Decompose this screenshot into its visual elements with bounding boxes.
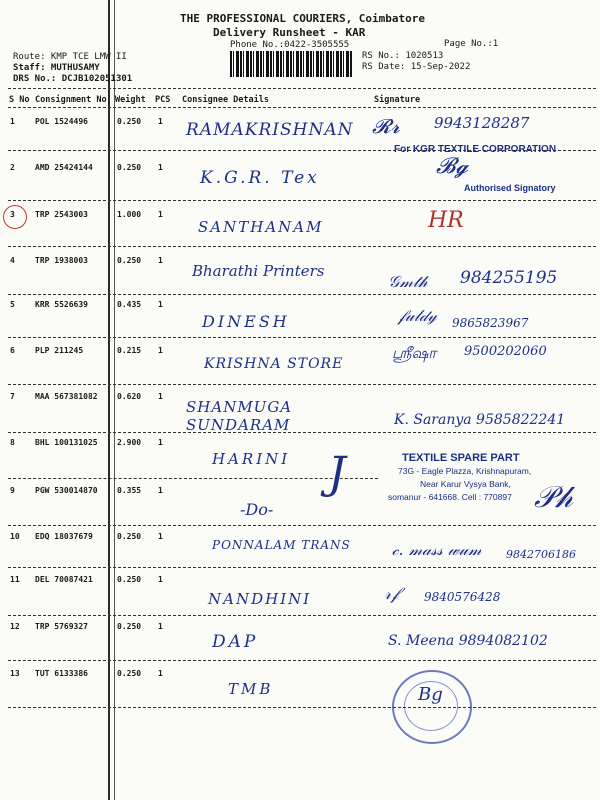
sheet-title: Delivery Runsheet - KAR (213, 26, 366, 39)
signature-scribble: ஸ்ரீஷா (392, 344, 437, 362)
row-sno: 1 (10, 117, 15, 126)
kgr-stamp-line1: For KGR TEXTILE CORPORATION (394, 144, 557, 155)
row-sno: 12 (10, 622, 20, 631)
row-consignment: EDQ 18037679 (35, 532, 93, 541)
row-consignment: PGW 530014870 (35, 486, 98, 495)
row-sno: 2 (10, 163, 15, 172)
page-number: Page No.:1 (444, 39, 499, 49)
row-consignment: TRP 1938003 (35, 256, 88, 265)
row-consignment: TRP 2543003 (35, 210, 88, 219)
row-signature: 9840576428 (424, 590, 501, 604)
row-signature: 9865823967 (452, 316, 529, 330)
row-pcs: 1 (158, 622, 163, 631)
row-weight: 0.250 (117, 669, 142, 678)
col-signature: Signature (374, 95, 421, 105)
row-sno: 8 (10, 438, 15, 447)
row-consignment: AMD 25424144 (35, 163, 93, 172)
row-pcs: 1 (158, 486, 163, 495)
row-weight: 0.435 (117, 300, 142, 309)
row-consignee: DINESH (202, 312, 290, 331)
signature-scribble: 𝒻𝓊𝓁𝒹𝓎 (398, 306, 437, 325)
row-sno: 10 (10, 532, 20, 541)
row-consignment: PLP 211245 (35, 346, 84, 355)
row-divider (8, 478, 378, 479)
red-circle-mark (3, 205, 27, 229)
seal-signature: 𝐵𝑔 (418, 684, 443, 705)
row-divider (8, 384, 596, 385)
row-consignee: -Do- (240, 500, 274, 519)
signature-scribble: 𝓑𝓰 (436, 154, 469, 179)
row-pcs: 1 (158, 532, 163, 541)
row-divider (8, 525, 596, 526)
binding-line (108, 0, 110, 800)
row-consignee: SHANMUGA SUNDARAM (186, 398, 293, 434)
row-weight: 0.250 (117, 117, 142, 126)
row-weight: 2.900 (117, 438, 142, 447)
row-signature: 984255195 (460, 268, 558, 288)
row-consignee: HARINI (212, 450, 291, 468)
row-signature: 9842706186 (506, 548, 576, 561)
row-consignment: POL 1524496 (35, 117, 88, 126)
phone-number: Phone No.:0422-3505555 (230, 40, 350, 50)
row-consignee: NANDHINI (208, 590, 312, 608)
row-consignment: MAA 567381082 (35, 392, 98, 401)
row-consignee: DAP (212, 632, 259, 652)
row-consignee: Bharathi Printers (192, 262, 325, 280)
row-divider (8, 432, 596, 433)
row-divider (8, 200, 596, 201)
row-pcs: 1 (158, 117, 163, 126)
col-weight: Weight (115, 95, 146, 105)
binding-line-inner (114, 0, 115, 800)
row-signature: 9943128287 (434, 114, 530, 132)
company-name: THE PROFESSIONAL COURIERS, Coimbatore (180, 12, 426, 25)
row-sno: 7 (10, 392, 15, 401)
row-divider (8, 294, 596, 295)
row-consignee: TMB (228, 680, 274, 698)
row-consignment: KRR 5526639 (35, 300, 88, 309)
row-signature: HR (428, 208, 464, 233)
row-weight: 1.000 (117, 210, 142, 219)
row-pcs: 1 (158, 392, 163, 401)
ditto-bracket: J (328, 448, 346, 499)
row-pcs: 1 (158, 210, 163, 219)
row-weight: 0.250 (117, 532, 142, 541)
row-divider (8, 567, 596, 568)
row-consignee: KRISHNA STORE (204, 356, 344, 372)
row-pcs: 1 (158, 256, 163, 265)
row-consignee: SANTHANAM (198, 218, 324, 236)
signature-scribble: 𝓇𝒻 (384, 584, 399, 604)
row-sno: 3 (10, 210, 15, 219)
rs-date: RS Date: 15-Sep-2022 (362, 62, 471, 72)
row-sno: 5 (10, 300, 15, 309)
row-weight: 0.250 (117, 622, 142, 631)
row-sno: 13 (10, 669, 20, 678)
row-divider (8, 660, 596, 661)
spare-stamp-addr2: Near Karur Vysya Bank, (420, 479, 511, 489)
signature-scribble: 𝒸. 𝓂𝒶𝓈𝓈 𝓌𝓊𝓂 (392, 540, 482, 559)
row-signature: 9500202060 (464, 344, 547, 359)
col-sno: S No (9, 95, 30, 105)
header-rule-top (8, 88, 596, 89)
row-consignment: BHL 100131025 (35, 438, 98, 447)
row-signature: K. Saranya 9585822241 (394, 412, 566, 428)
row-sno: 11 (10, 575, 20, 584)
row-pcs: 1 (158, 575, 163, 584)
row-divider (8, 707, 596, 708)
spare-stamp-addr3: somanur - 641668. Cell : 770897 (388, 492, 512, 502)
row-weight: 0.355 (117, 486, 142, 495)
row-consignment: TUT 6133386 (35, 669, 88, 678)
row-pcs: 1 (158, 669, 163, 678)
row-consignee: RAMAKRISHNAN (186, 120, 354, 140)
row-divider (8, 337, 596, 338)
row-sno: 6 (10, 346, 15, 355)
rs-number: RS No.: 1020513 (362, 51, 444, 61)
row-divider (8, 246, 596, 247)
route: Route: KMP TCE LMW II (13, 52, 127, 62)
row-consignment: DEL 70087421 (35, 575, 93, 584)
row-consignment: TRP 5769327 (35, 622, 88, 631)
row-weight: 0.250 (117, 163, 142, 172)
spare-stamp-addr1: 73G - Eagle Plazza, Krishnapuram, (398, 466, 532, 476)
signature-scribble: 𝓡𝓻 (372, 114, 400, 138)
signature-scribble: 𝒢𝓂𝓉𝒽 (388, 272, 428, 291)
staff: Staff: MUTHUSAMY (13, 63, 100, 73)
row-consignee: PONNALAM TRANS (212, 538, 351, 552)
col-pcs: PCS (155, 95, 171, 105)
drs-number: DRS No.: DCJB102051301 (13, 74, 133, 84)
row-pcs: 1 (158, 300, 163, 309)
row-weight: 0.215 (117, 346, 142, 355)
header-rule-bottom (8, 107, 596, 108)
signature-scribble: 𝒫𝒽 (534, 480, 573, 515)
row-weight: 0.250 (117, 256, 142, 265)
row-weight: 0.620 (117, 392, 142, 401)
col-consignee: Consignee Details (182, 95, 269, 105)
row-pcs: 1 (158, 346, 163, 355)
spare-stamp-name: TEXTILE SPARE PART (402, 452, 520, 464)
row-sno: 9 (10, 486, 15, 495)
col-consignment: Consignment No (35, 95, 107, 105)
row-weight: 0.250 (117, 575, 142, 584)
row-sno: 4 (10, 256, 15, 265)
kgr-stamp-line2: Authorised Signatory (464, 183, 556, 193)
row-divider (8, 615, 596, 616)
row-signature: S. Meena 9894082102 (388, 633, 548, 649)
row-pcs: 1 (158, 438, 163, 447)
row-consignee: K.G.R. Tex (200, 168, 320, 188)
barcode (230, 51, 352, 77)
row-pcs: 1 (158, 163, 163, 172)
